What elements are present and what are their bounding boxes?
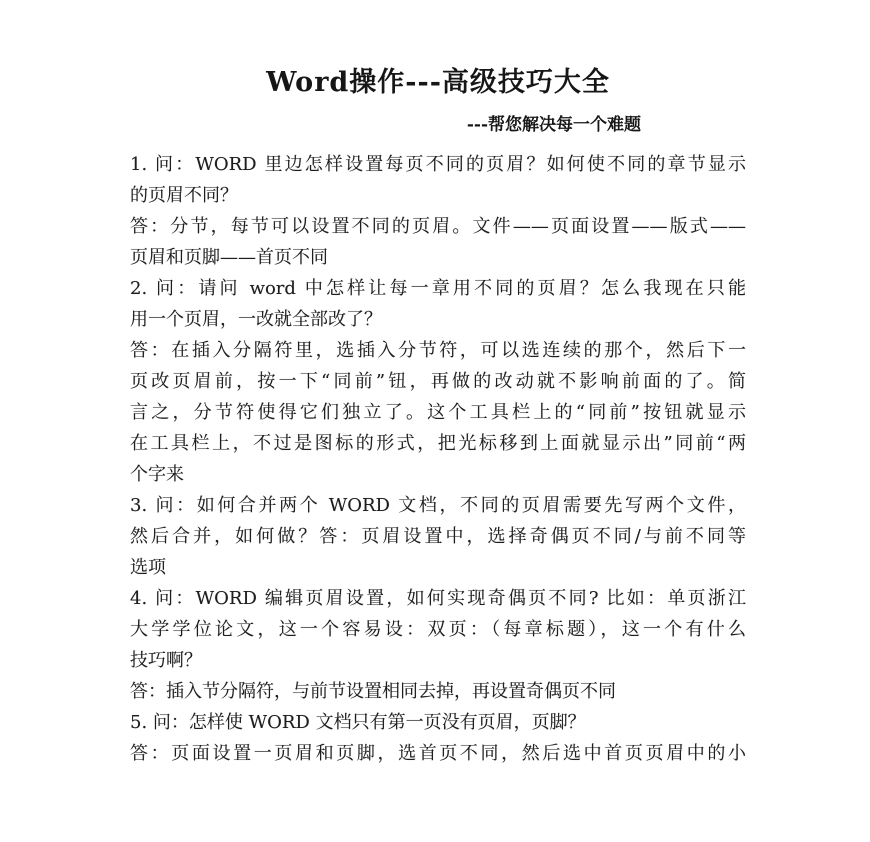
text-line: 答：插入节分隔符，与前节设置相同去掉，再设置奇偶页不同 bbox=[130, 681, 616, 702]
text-line: 2. 问：请问 word 中怎样让每一章用不同的页眉？怎么我现在只能 bbox=[130, 278, 746, 299]
text-line: 1. 问：WORD 里边怎样设置每页不同的页眉？如何使不同的章节显示 bbox=[130, 154, 746, 175]
text-line: 用一个页眉，一改就全部改了？ bbox=[130, 309, 382, 330]
text-line: 的页眉不同？ bbox=[130, 185, 238, 206]
text-line: 5. 问：怎样使 WORD 文档只有第一页没有页眉，页脚？ bbox=[130, 712, 586, 733]
text-column bbox=[130, 66, 746, 769]
document-title: Word操作---高级技巧大全 bbox=[266, 67, 610, 98]
text-line: 选项 bbox=[130, 557, 166, 578]
text-line: 言之，分节符使得它们独立了。这个工具栏上的“同前”按钮就显示 bbox=[130, 402, 746, 423]
text-line: 技巧啊？ bbox=[130, 650, 202, 671]
text-line: 页眉和页脚——首页不同 bbox=[130, 247, 328, 268]
text-line: 在工具栏上，不过是图标的形式，把光标移到上面就显示出”同前“两 bbox=[130, 433, 746, 454]
text-line: 答：页面设置一页眉和页脚，选首页不同，然后选中首页页眉中的小 bbox=[130, 743, 746, 764]
text-line: 答：分节，每节可以设置不同的页眉。文件——页面设置——版式—— bbox=[130, 216, 746, 237]
text-line: 然后合并，如何做？答：页眉设置中，选择奇偶页不同/与前不同等 bbox=[130, 526, 746, 547]
document-subtitle: ---帮您解决每一个难题 bbox=[466, 115, 641, 135]
text-line: 3. 问：如何合并两个 WORD 文档，不同的页眉需要先写两个文件， bbox=[130, 495, 746, 516]
text-line: 页改页眉前，按一下“同前”钮，再做的改动就不影响前面的了。简 bbox=[130, 371, 746, 392]
text-line: 4. 问：WORD 编辑页眉设置，如何实现奇偶页不同? 比如：单页浙江 bbox=[130, 588, 746, 609]
text-line: 个字来 bbox=[130, 464, 184, 485]
text-line: 答：在插入分隔符里，选插入分节符，可以选连续的那个，然后下一 bbox=[130, 340, 746, 361]
document-body bbox=[130, 149, 746, 769]
text-line: 大学学位论文，这一个容易设：双页：（每章标题），这一个有什么 bbox=[130, 619, 746, 640]
